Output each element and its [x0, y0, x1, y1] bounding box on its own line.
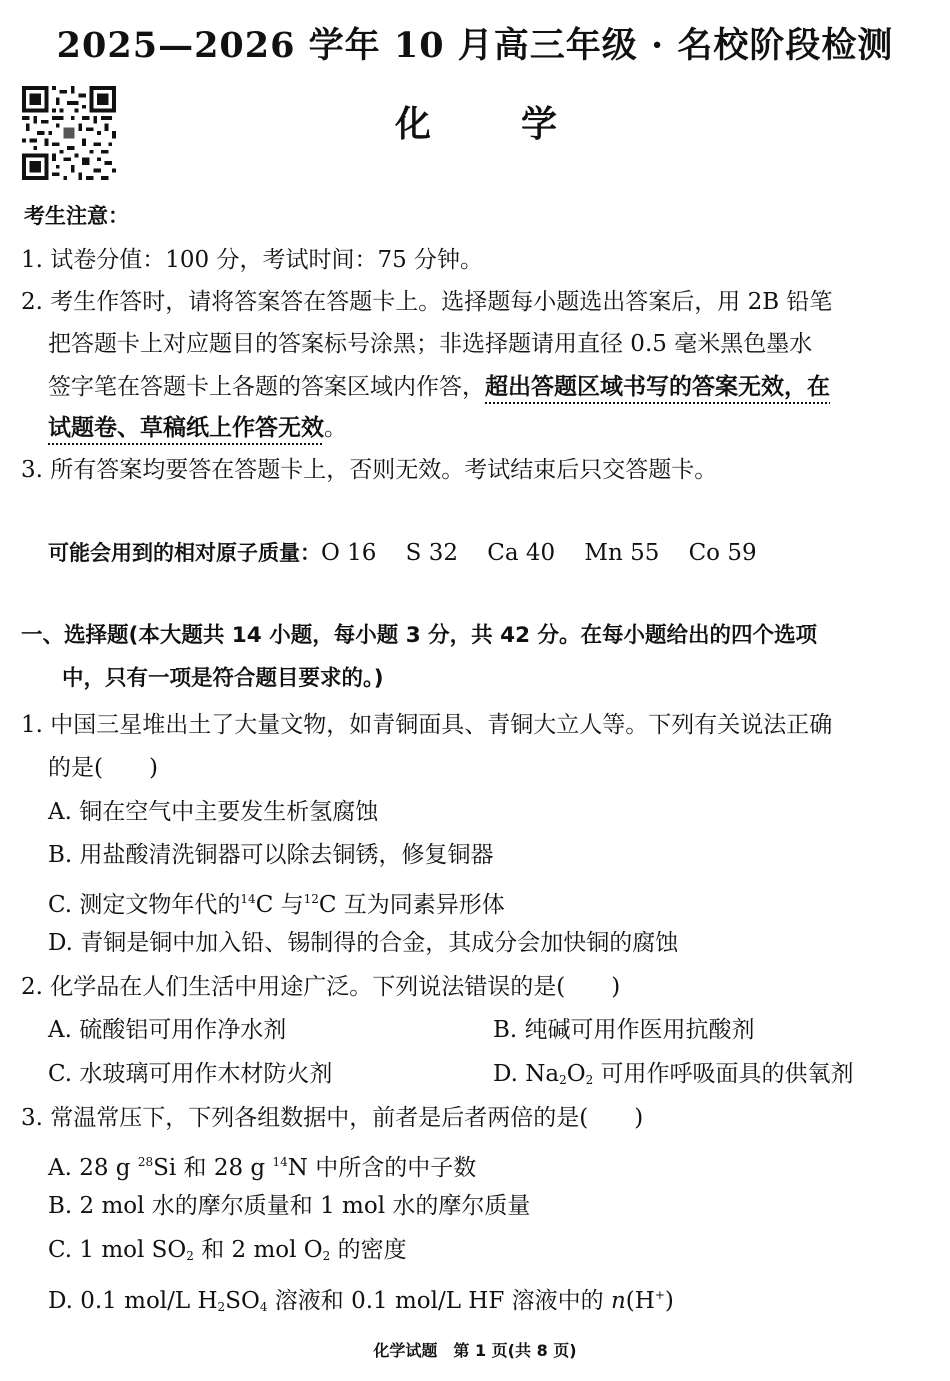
question-3-option-d	[48, 1280, 674, 1322]
notice-item-2-line-4	[48, 413, 347, 443]
notice-item-1: 1. 试卷分值：100 分，考试时间：75 分钟。	[21, 247, 484, 273]
subject-char-1: 化	[395, 104, 432, 145]
q1-c-mid: C 与	[255, 892, 304, 918]
notice-item-3: 3. 所有答案均要答在答题卡上，否则无效。考试结束后只交答题卡。	[21, 457, 718, 483]
question-2-option-d	[493, 1059, 854, 1095]
notice-emphasis-1: 超出答题区域书写的答案无效，在	[485, 374, 830, 400]
page-footer: 化学试题 第 1 页(共 8 页)	[373, 1341, 577, 1360]
atomic-masses-values: O 16 S 32 Ca 40 Mn 55 Co 59	[321, 540, 757, 566]
section-1-heading-line-1: 一、选择题(本大题共 14 小题，每小题 3 分，共 42 分。在每小题给出的四个选项	[21, 623, 818, 648]
notice-item-2-line-1: 2. 考生作答时，请将答案答在答题卡上。选择题每小题选出答案后，用 2B 铅笔	[21, 289, 833, 315]
q2-d-sub1: 2	[559, 1073, 567, 1087]
question-1-option-d: D. 青铜是铜中加入铅、锡制得的合金，其成分会加快铜的腐蚀	[48, 930, 679, 956]
q3-d-sub2: 4	[259, 1300, 268, 1314]
subject-title	[395, 96, 557, 147]
notice-item-2-line-2: 把答题卡上对应题目的答案标号涂黑；非选择题请用直径 0.5 毫米黑色墨水	[48, 331, 813, 357]
q3-c-sub1: 2	[186, 1249, 194, 1263]
q3-c-sub2: 2	[322, 1249, 331, 1263]
q3-a-sup1: 28	[137, 1155, 154, 1169]
notice-item-2-line-3-plain: 签字笔在答题卡上各题的答案区域内作答，	[48, 374, 485, 400]
atomic-masses	[48, 538, 757, 568]
section-1-heading-line-2: 中，只有一项是符合题目要求的。)	[62, 666, 384, 691]
question-3-option-c	[48, 1235, 407, 1271]
question-2-stem: 2. 化学品在人们生活中用途广泛。下列说法错误的是( )	[21, 974, 621, 1000]
question-3-option-a	[48, 1147, 476, 1183]
q3-d-mid1: SO	[225, 1288, 260, 1314]
q1-c-sup2: 12	[303, 892, 319, 906]
q3-d-close: )	[664, 1288, 674, 1314]
q2-d-post: 可用作呼吸面具的供氧剂	[593, 1061, 854, 1087]
q3-a-post: N 中所含的中子数	[287, 1155, 477, 1181]
q1-c-post: C 互为同素异形体	[318, 892, 505, 918]
qr-code-icon	[22, 86, 116, 180]
q3-a-sup2: 14	[272, 1155, 288, 1169]
q2-d-mid: O	[566, 1061, 586, 1087]
q3-d-paren: (H	[625, 1288, 655, 1314]
question-1-stem-line-1: 1. 中国三星堆出土了大量文物，如青铜面具、青铜大立人等。下列有关说法正确	[21, 712, 833, 738]
q2-d-pre: D. Na	[493, 1061, 560, 1087]
notice-heading: 考生注意：	[24, 204, 129, 228]
atomic-masses-label: 可能会用到的相对原子质量：	[48, 541, 321, 565]
question-1-option-b: B. 用盐酸清洗铜器可以除去铜锈，修复铜器	[48, 842, 494, 868]
q3-d-mid2: 溶液和 0.1 mol/L HF 溶液中的	[267, 1288, 611, 1314]
question-3-stem: 3. 常温常压下，下列各组数据中，前者是后者两倍的是( )	[21, 1105, 644, 1131]
q3-c-post: 的密度	[330, 1237, 407, 1263]
q3-a-pre: A. 28 g	[48, 1155, 138, 1181]
question-2-option-c: C. 水玻璃可用作木材防火剂	[48, 1061, 333, 1087]
q2-d-sub2: 2	[585, 1073, 594, 1087]
question-3-option-b: B. 2 mol 水的摩尔质量和 1 mol 水的摩尔质量	[48, 1193, 531, 1219]
question-1-option-c	[48, 884, 505, 920]
q3-d-pre: D. 0.1 mol/L H	[48, 1288, 218, 1314]
exam-title: 2025—2026 学年 10 月高三年级 · 名校阶段检测	[56, 25, 894, 66]
q1-c-sup1: 14	[240, 892, 256, 906]
notice-emphasis-2: 试题卷、草稿纸上作答无效	[48, 415, 324, 441]
q3-d-sub1: 2	[217, 1300, 226, 1314]
notice-item-2-line-3	[48, 372, 830, 402]
question-1-stem-line-2: 的是( )	[48, 755, 158, 781]
question-2-option-b: B. 纯碱可用作医用抗酸剂	[493, 1017, 755, 1043]
q1-c-pre: C. 测定文物年代的	[48, 892, 241, 918]
q3-d-sup: +	[654, 1288, 665, 1302]
notice-item-2-line-4-end: 。	[324, 415, 347, 441]
question-2-option-a: A. 硫酸铝可用作净水剂	[48, 1017, 287, 1043]
subject-char-2: 学	[521, 104, 558, 145]
q3-d-n: n	[610, 1288, 626, 1314]
q3-c-pre: C. 1 mol SO	[48, 1237, 187, 1263]
q3-a-mid: Si 和 28 g	[153, 1155, 273, 1181]
question-1-option-a: A. 铜在空气中主要发生析氢腐蚀	[48, 799, 379, 825]
q3-c-mid: 和 2 mol O	[193, 1237, 323, 1263]
